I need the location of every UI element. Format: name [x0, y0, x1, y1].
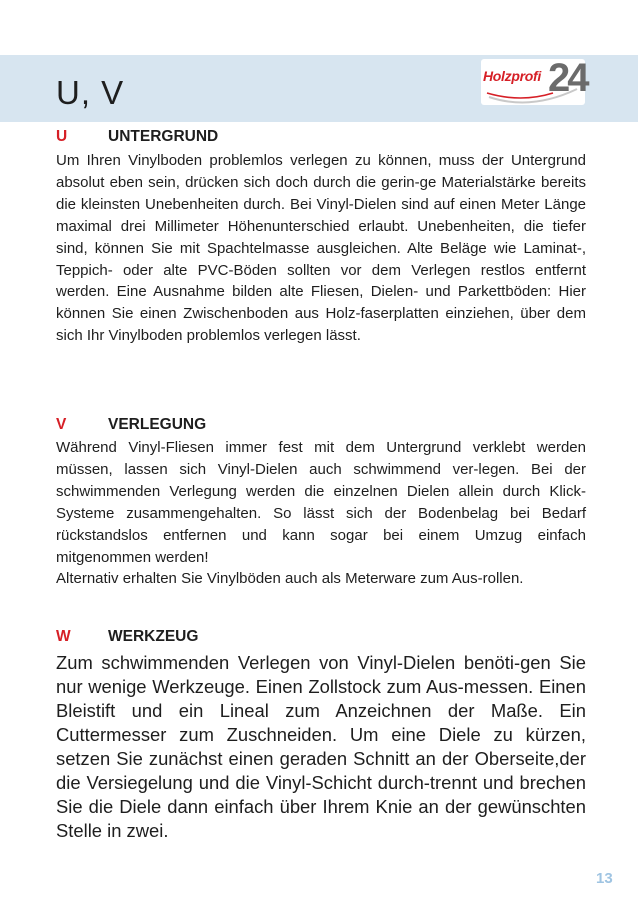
section-body-untergrund [56, 150, 586, 347]
section-body-verlegung [56, 437, 586, 590]
section-letter: W [56, 628, 71, 645]
section-title: VERLEGUNG [108, 416, 207, 433]
logo-number: 24 [548, 56, 587, 100]
section-title: UNTERGRUND [108, 128, 219, 145]
logo-wordmark: Holzprofi [483, 68, 541, 84]
paragraph: Alternativ erhalten Sie Vinylböden auch als Meterware zum Aus-rollen. [56, 570, 524, 588]
paragraph: Zum schwimmenden Verlegen von Vinyl-Dielen benöti-gen Sie nur wenige Werkzeuge. Einen Zollstock zum Aus-messen. Einen Bleistift und ein Lineal zum Anzeichnen der Maße. Ein Cuttermesser zum Zuschneiden. Um eine Diele zu kürzen, setzen Sie zunächst einen geraden Schnitt an der Oberseite,der die Versiegelung und die Vinyl-Schicht durch-trennt und brechen Sie die Diele dann einfach über Ihrem Knie an der gewünschten Stelle in zwei. [56, 652, 586, 841]
page-number: 13 [596, 870, 613, 887]
section-body-werkzeug [56, 651, 586, 843]
holzprofi24-logo [481, 56, 587, 105]
page-title: U, V [56, 74, 125, 111]
section-letter: V [56, 416, 67, 433]
paragraph: Während Vinyl-Fliesen immer fest mit dem Untergrund verklebt werden müssen, lassen sich Vinyl-Dielen auch schwimmend ver-legen. Bei der schwimmenden Verlegung werden die einzelnen Dielen allein durch Klick-Systeme zusammengehalten. So lässt sich der Bodenbelag bei Bedarf rückstandslos entfernen und kann sogar bei einem Umzug einfach mitgenommen werden! [56, 439, 586, 566]
section-title: WERKZEUG [108, 628, 199, 645]
section-letter: U [56, 128, 68, 145]
paragraph: Um Ihren Vinylboden problemlos verlegen zu können, muss der Untergrund absolut eben sein, drücken sich doch durch die gerin-ge Materialstärke bereits die kleinsten Unebenheiten durch. Bei Vinyl-Dielen sind auf einen Meter Länge maximal drei Millimeter Höhenunterschied erlaubt. Unebenheiten, die tiefer sind, können Sie mit Spachtelmasse ausgleichen. Alte Beläge wie Laminat-, Teppich- oder alte PVC-Böden sollten vor dem Verlegen restlos entfernt werden. Eine Ausnahme bilden alte Fliesen, Dielen- und Parkettböden: Hier können Sie einen Zwischenboden aus Holz-faserplatten einziehen, über dem sich Ihr Vinylboden problemlos verlegen lässt. [56, 152, 586, 345]
